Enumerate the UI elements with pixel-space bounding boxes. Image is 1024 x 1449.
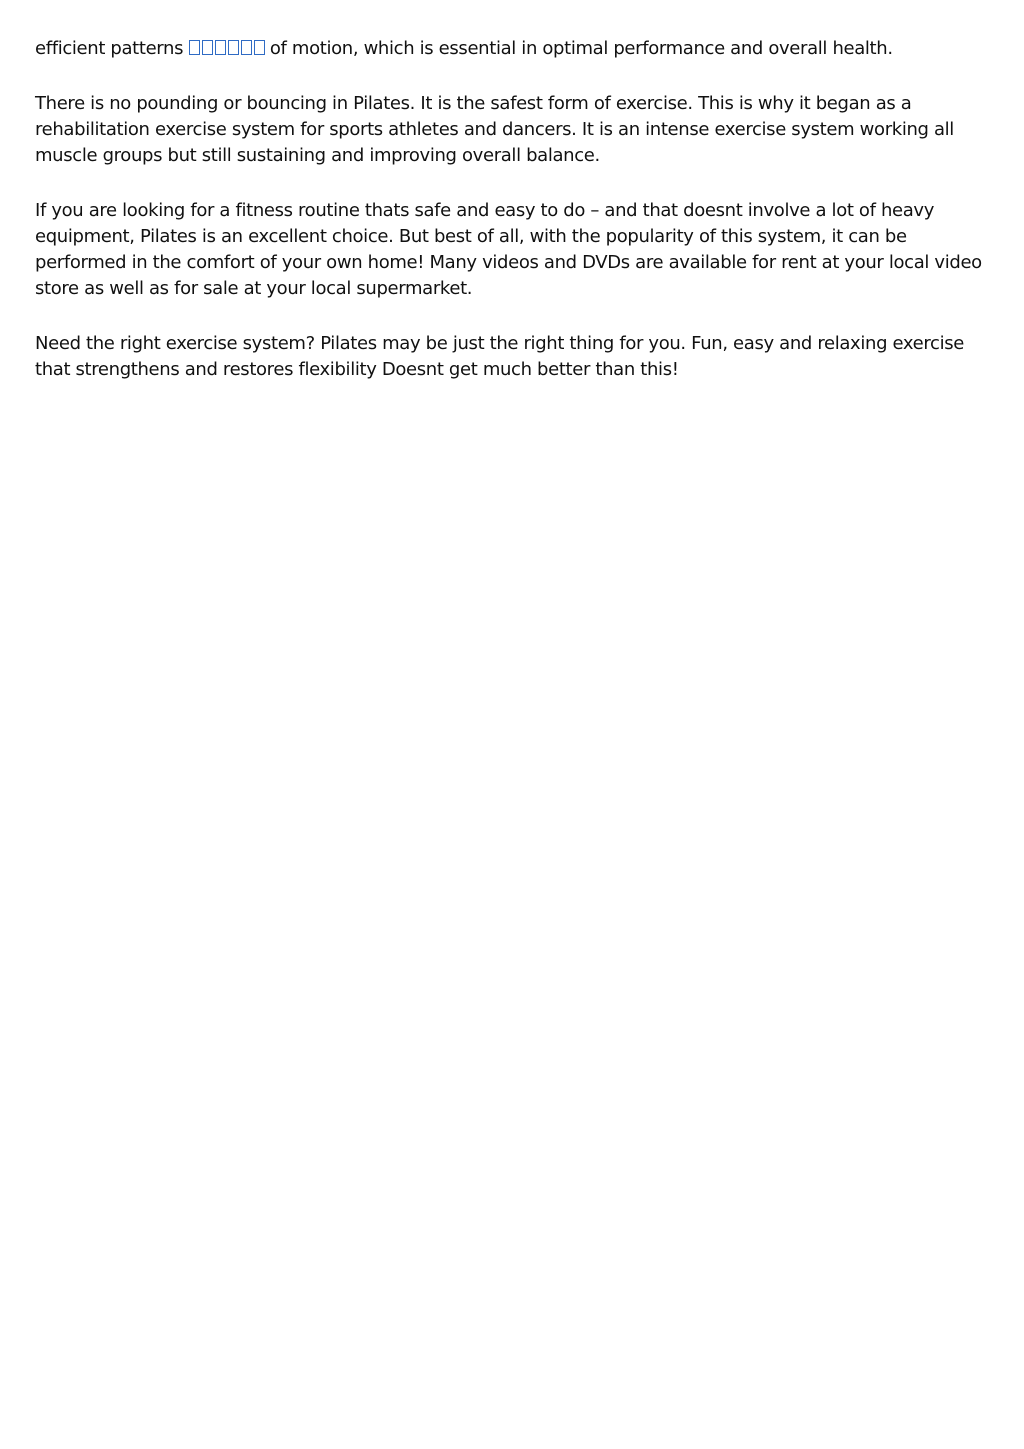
paragraph-3: If you are looking for a fitness routine thats safe and easy to do – and that doesnt involve a lot of heavy equipment, Pilates is an excellent choice. But best of all, with the popularity of this system, it can be performed in the comfort of your own home! Many videos and DVDs are available for rent at your local video store as well as for sale at your local supermarket.	[35, 200, 982, 299]
paragraph-1-text-start: efficient patterns	[35, 38, 189, 59]
paragraph-2: There is no pounding or bouncing in Pilates. It is the safest form of exercise. This is why it began as a rehabilitation exercise system for sports athletes and dancers. It is an intense exercise system working all muscle groups but still sustaining and improving overall balance.	[35, 93, 954, 166]
paragraph-1-text-end: of motion, which is essential in optimal performance and overall health.	[264, 38, 893, 59]
paragraph-1	[35, 36, 997, 62]
missing-glyph-icon	[189, 38, 265, 59]
paragraph-4: Need the right exercise system? Pilates may be just the right thing for you. Fun, easy and relaxing exercise that strengthens and restores flexibility Doesnt get much better than this!	[35, 333, 965, 380]
inline-link[interactable]	[189, 38, 265, 59]
document-body	[35, 36, 997, 412]
